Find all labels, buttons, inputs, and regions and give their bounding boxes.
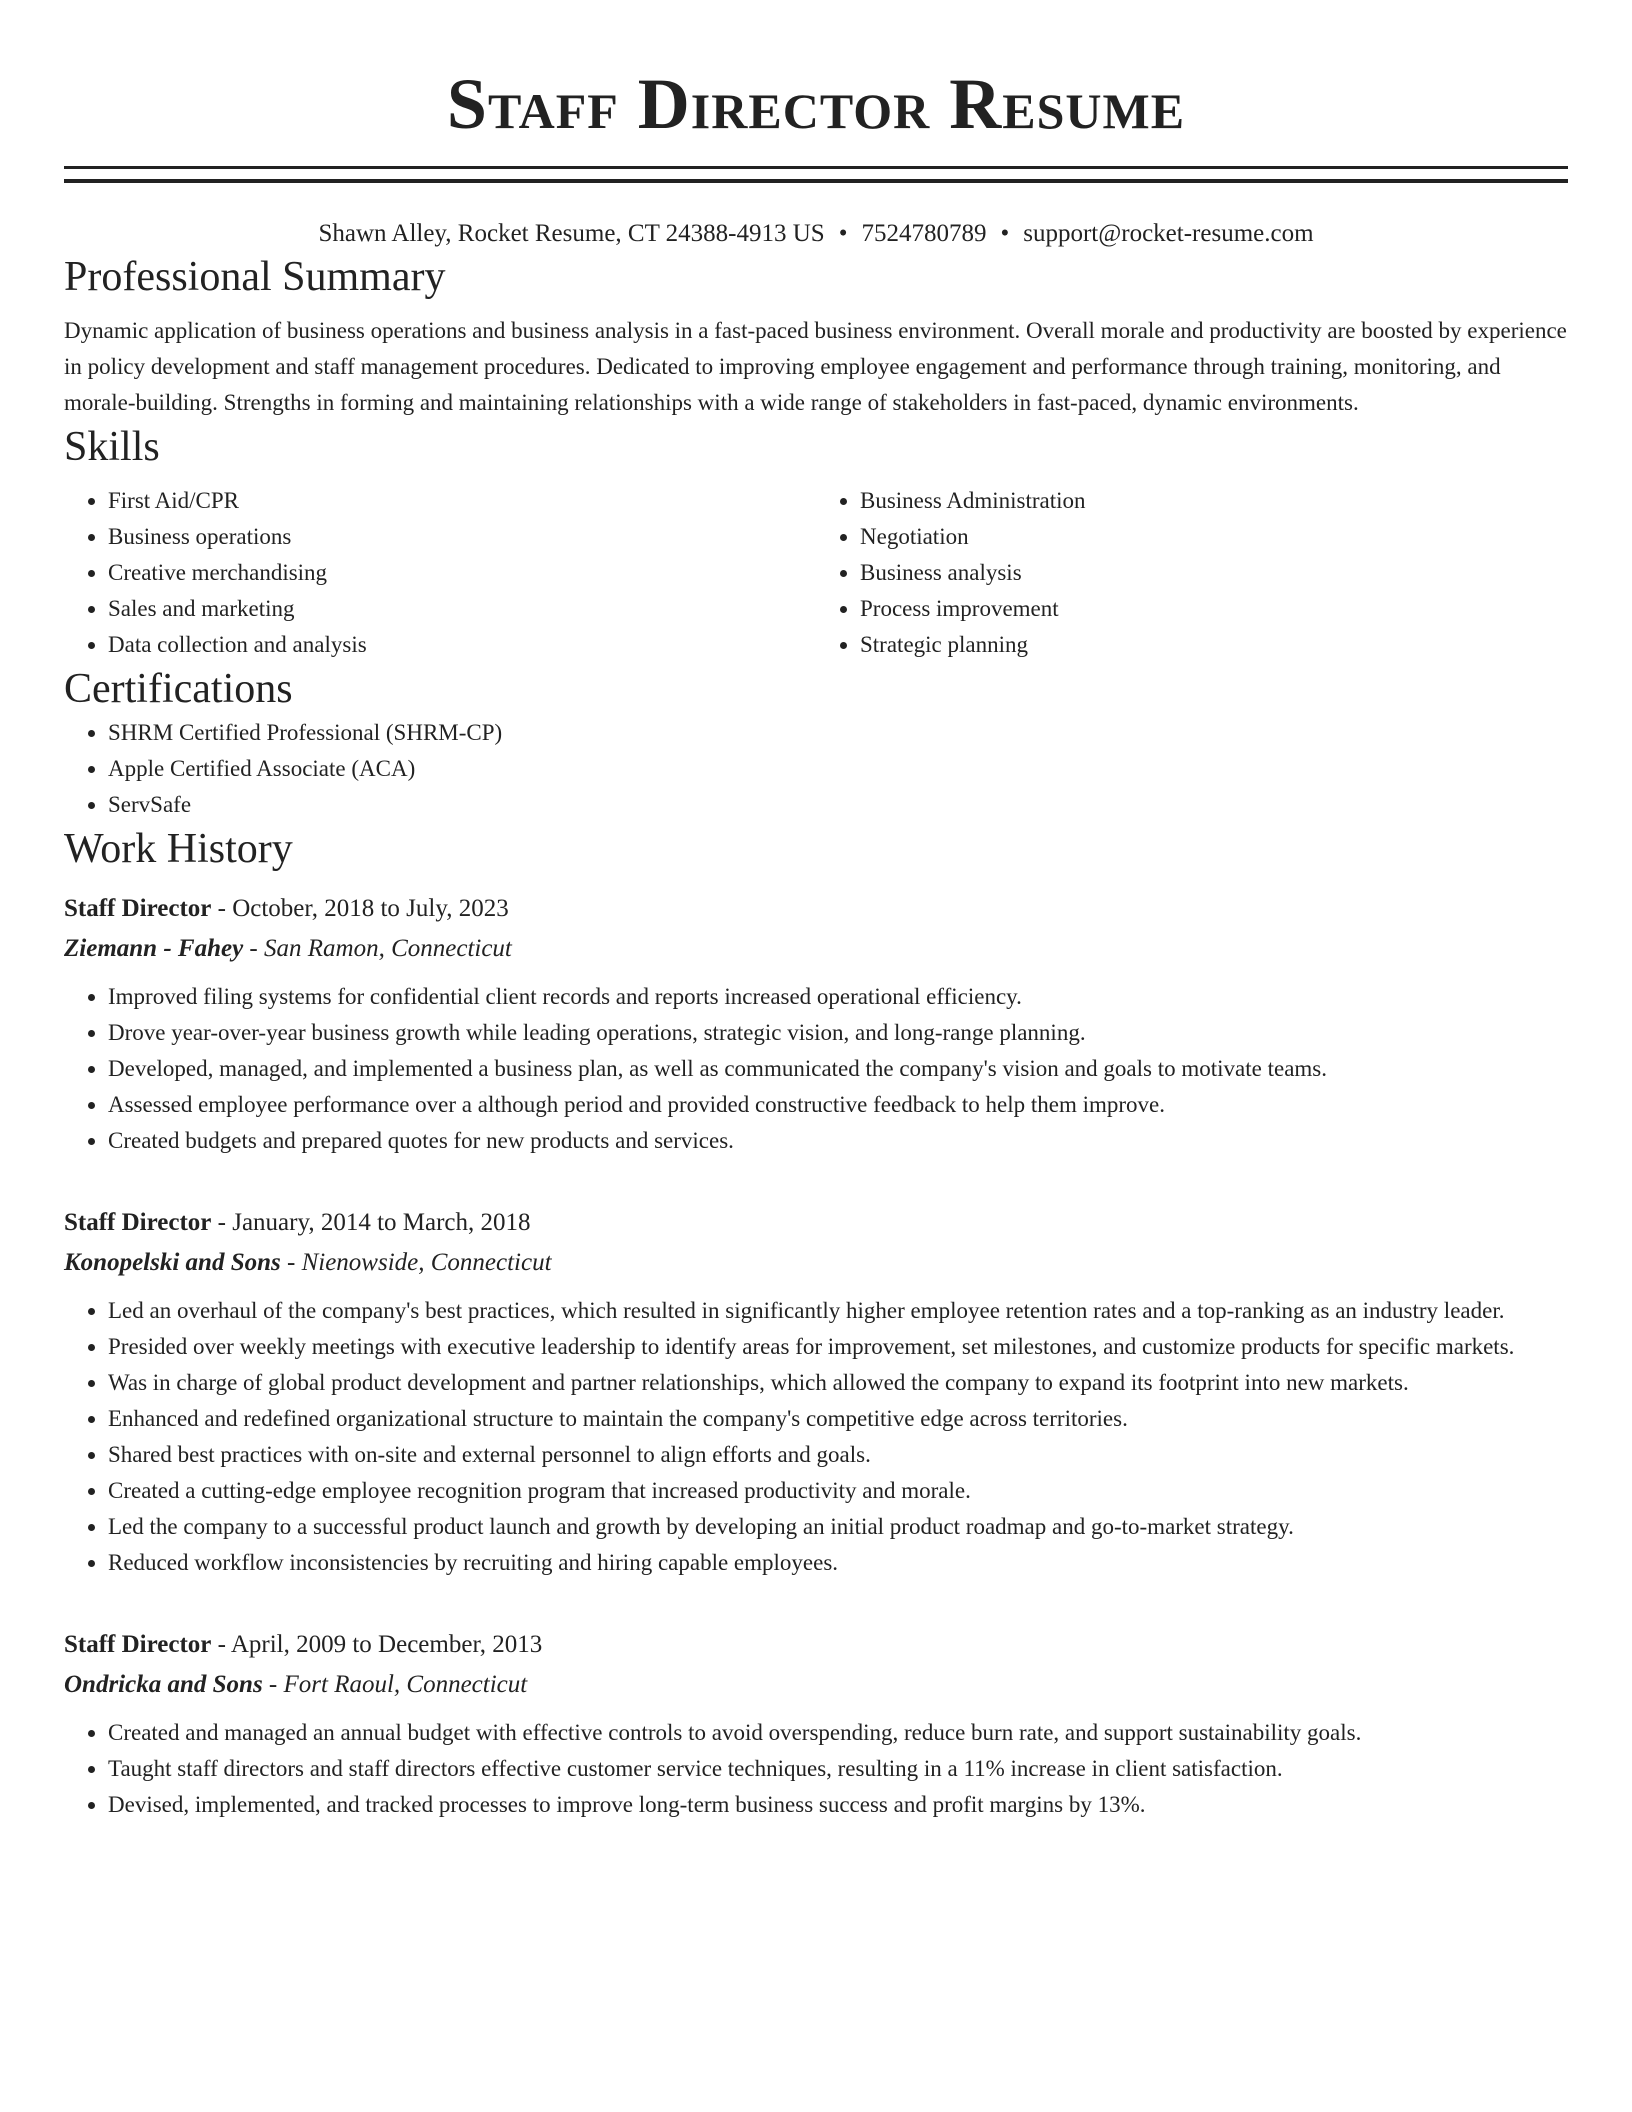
job-title-line xyxy=(64,889,1568,929)
skills-list-right xyxy=(816,483,1568,663)
job-bullets xyxy=(64,979,1568,1159)
certifications-heading: Certifications xyxy=(64,666,293,712)
job-bullet: • Devised, implemented, and tracked processes to improve long-term business success and profit margins by 13%. xyxy=(108,1787,1568,1823)
job-bullet: • Shared best practices with on-site and external personnel to align efforts and goals. xyxy=(108,1437,1568,1473)
certification-item: • ServSafe xyxy=(108,787,1568,823)
skill-item: • Negotiation xyxy=(860,519,1568,555)
page-title: Staff Director Resume xyxy=(446,64,1186,144)
job-entry xyxy=(64,1203,1568,1581)
summary-heading: Professional Summary xyxy=(64,254,446,300)
title-divider xyxy=(64,166,1568,183)
job-dates: - April, 2009 to December, 2013 xyxy=(211,1631,543,1658)
summary-text: Dynamic application of business operations and business analysis in a fast-paced business environment. Overall morale and productivity are boosted by experience in policy development and staff management procedures. Dedicated to improving employee engagement and performance through training, monitoring, and morale-building. Strengths in forming and maintaining relationships with a wide range of stakeholders in fast-paced, dynamic environments. xyxy=(64,318,1567,415)
contact-email: support@rocket-resume.com xyxy=(1023,220,1314,247)
certification-item: • Apple Certified Associate (ACA) xyxy=(108,751,1568,787)
job-entry xyxy=(64,1625,1568,1823)
job-bullet: • Created a cutting-edge employee recognition program that increased productivity and morale. xyxy=(108,1473,1568,1509)
job-dates: - October, 2018 to July, 2023 xyxy=(211,895,509,922)
job-title-line xyxy=(64,1203,1568,1243)
skill-item: • Sales and marketing xyxy=(108,591,816,627)
job-title: Staff Director xyxy=(64,1209,212,1236)
job-bullet: • Developed, managed, and implemented a business plan, as well as communicated the company's vision and goals to motivate teams. xyxy=(108,1051,1568,1087)
work-history-heading: Work History xyxy=(64,826,293,872)
job-bullet: • Drove year-over-year business growth while leading operations, strategic vision, and long-range planning. xyxy=(108,1015,1568,1051)
skills-columns xyxy=(64,483,1568,663)
skill-item: • Data collection and analysis xyxy=(108,627,816,663)
job-company-line xyxy=(64,929,1568,969)
skill-item: • Business Administration xyxy=(860,483,1568,519)
job-title: Staff Director xyxy=(64,895,212,922)
job-bullet: • Enhanced and redefined organizational structure to maintain the company's competitive edge across territories. xyxy=(108,1401,1568,1437)
skills-heading: Skills xyxy=(64,424,160,470)
certifications-list xyxy=(64,715,1568,823)
job-bullet: • Created budgets and prepared quotes for new products and services. xyxy=(108,1123,1568,1159)
job-bullet: • Improved filing systems for confidential client records and reports increased operational efficiency. xyxy=(108,979,1568,1015)
resume-page xyxy=(64,0,1568,1823)
job-company: Konopelski and Sons xyxy=(64,1249,281,1276)
job-bullet: • Created and managed an annual budget with effective controls to avoid overspending, reduce burn rate, and support sustainability goals. xyxy=(108,1715,1568,1751)
skill-item: • Creative merchandising xyxy=(108,555,816,591)
job-company: Ondricka and Sons xyxy=(64,1671,263,1698)
job-bullet: • Presided over weekly meetings with executive leadership to identify areas for improvement, set milestones, and customize products for specific markets. xyxy=(108,1329,1568,1365)
job-dates: - January, 2014 to March, 2018 xyxy=(211,1209,531,1236)
job-company: Ziemann - Fahey xyxy=(64,935,244,962)
job-bullet: • Reduced workflow inconsistencies by recruiting and hiring capable employees. xyxy=(108,1545,1568,1581)
job-company-line xyxy=(64,1243,1568,1283)
contact-phone: 7524780789 xyxy=(861,220,987,247)
skill-item: • Business analysis xyxy=(860,555,1568,591)
job-bullet: • Was in charge of global product development and partner relationships, which allowed the company to expand its footprint into new markets. xyxy=(108,1365,1568,1401)
contact-address: Shawn Alley, Rocket Resume, CT 24388-4913 US xyxy=(318,220,825,247)
certification-item: • SHRM Certified Professional (SHRM-CP) xyxy=(108,715,1568,751)
job-location: - Fort Raoul, Connecticut xyxy=(262,1671,528,1698)
job-bullet: • Led an overhaul of the company's best practices, which resulted in significantly higher employee retention rates and a top-ranking as an industry leader. xyxy=(108,1293,1568,1329)
job-bullets xyxy=(64,1293,1568,1581)
job-location: - San Ramon, Connecticut xyxy=(243,935,512,962)
job-title: Staff Director xyxy=(64,1631,212,1658)
job-bullet: • Assessed employee performance over a although period and provided constructive feedback to help them improve. xyxy=(108,1087,1568,1123)
job-bullet: • Taught staff directors and staff directors effective customer service techniques, resulting in a 11% increase in client satisfaction. xyxy=(108,1751,1568,1787)
job-company-line xyxy=(64,1665,1568,1705)
job-location: - Nienowside, Connecticut xyxy=(280,1249,552,1276)
job-bullet: • Led the company to a successful product launch and growth by developing an initial product roadmap and go-to-market strategy. xyxy=(108,1509,1568,1545)
contact-line xyxy=(64,217,1568,251)
job-bullets xyxy=(64,1715,1568,1823)
job-entry xyxy=(64,889,1568,1159)
skill-item: • Business operations xyxy=(108,519,816,555)
job-title-line xyxy=(64,1625,1568,1665)
skill-item: • First Aid/CPR xyxy=(108,483,816,519)
contact-separator: • xyxy=(1000,220,1010,247)
skills-list-left xyxy=(64,483,816,663)
skill-item: • Process improvement xyxy=(860,591,1568,627)
contact-separator: • xyxy=(838,220,848,247)
skill-item: • Strategic planning xyxy=(860,627,1568,663)
